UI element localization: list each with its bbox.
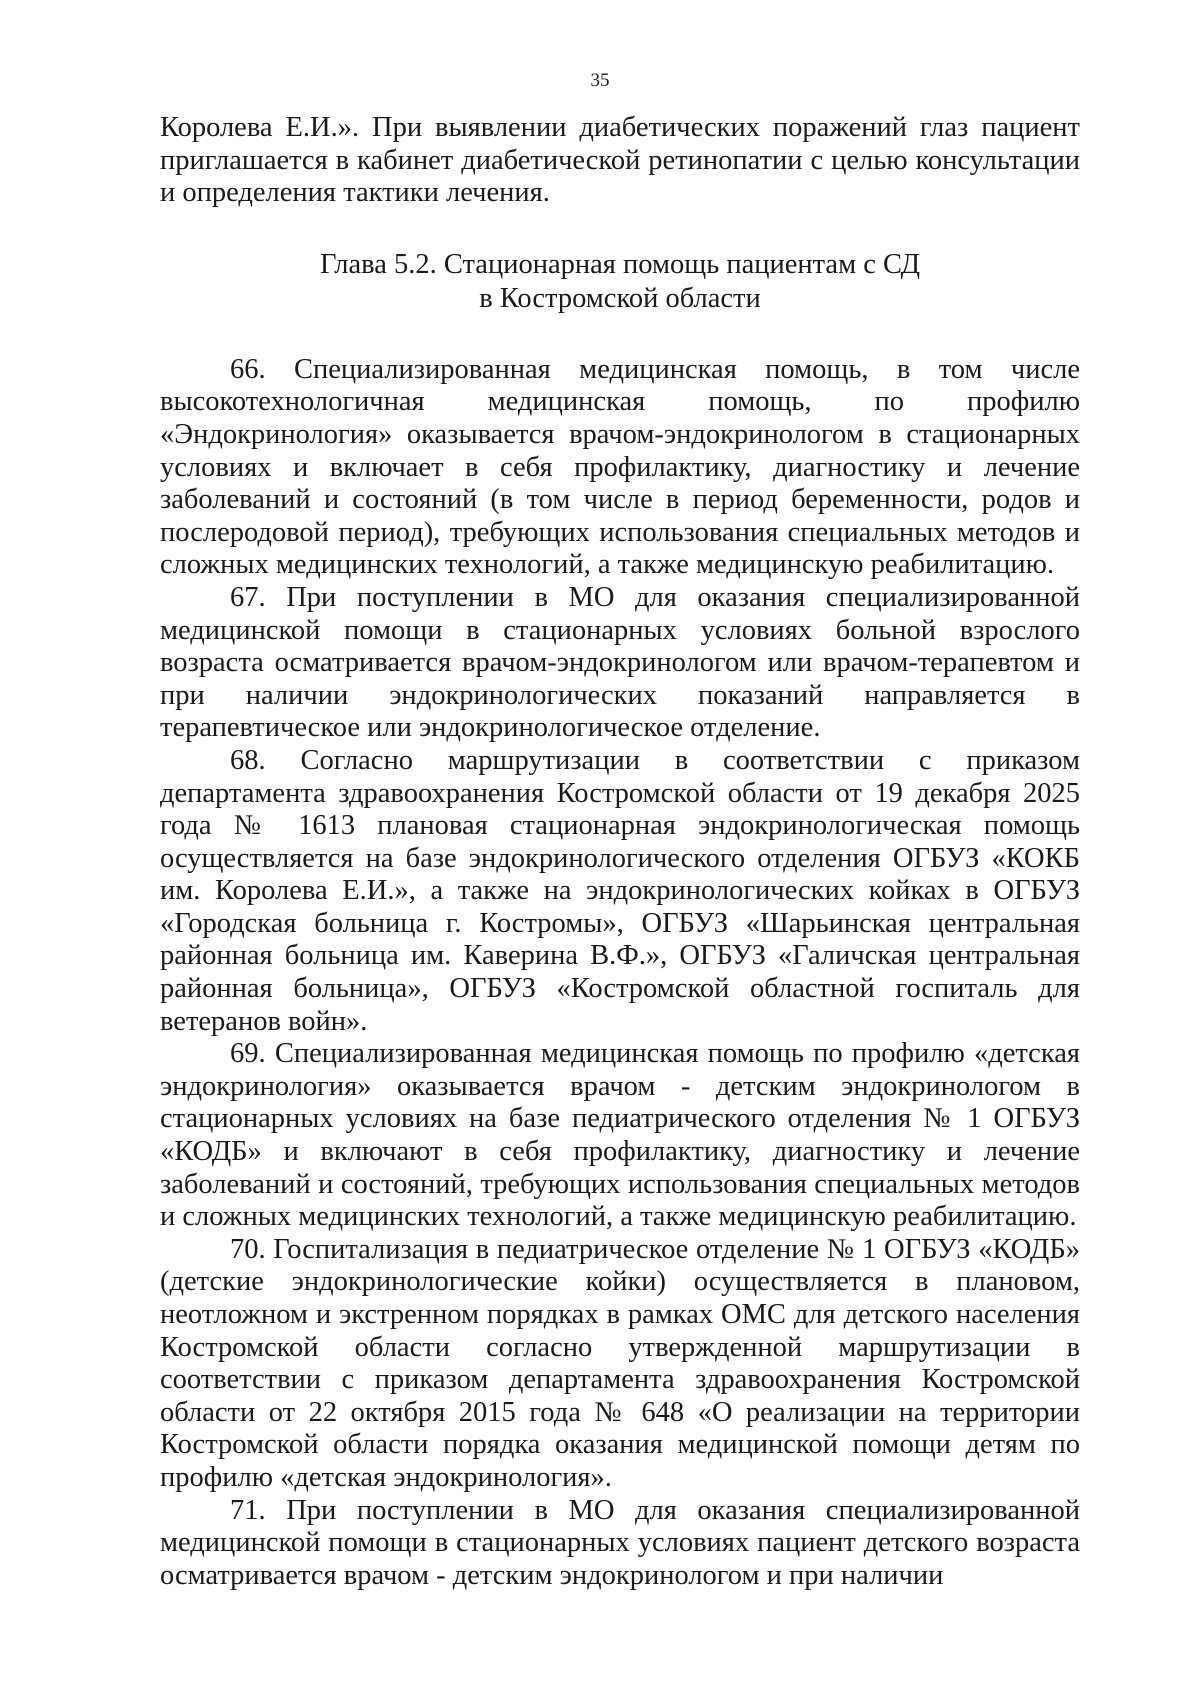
chapter-heading-line-1: Глава 5.2. Стационарная помощь пациентам с СД xyxy=(319,248,921,280)
paragraph-69: 69. Специализированная медицинская помощь по профилю «детская эндокринология» оказывается врачом - детским эндокринологом в стационарных условиях на базе педиатрического отделения № 1 ОГБУЗ «КОДБ» и включают в себя профилактику, диагностику и лечение заболеваний и состояний, требующих использования специальных методов и сложных медицинских технологий, а также медицинскую реабилитацию. xyxy=(160,1038,1080,1233)
intro-paragraph: Королева Е.И.». При выявлении диабетических поражений глаз пациент приглашается в кабинет диабетической ретинопатии с целью консультации и определения тактики лечения. xyxy=(160,112,1080,209)
paragraph-70: 70. Госпитализация в педиатрическое отделение № 1 ОГБУЗ «КОДБ» (детские эндокринологические койки) осуществляется в плановом, неотложном и экстренном порядках в рамках ОМС для детского населения Костромской области согласно утвержденной маршрутизации в соответствии с приказом департамента здравоохранения Костромской области от 22 октября 2015 года № 648 «О реализации на территории Костромской области порядка оказания медицинской помощи детям по профилю «детская эндокринология». xyxy=(160,1233,1080,1493)
page-number: 35 xyxy=(590,70,610,91)
chapter-heading-line-2: в Костромской области xyxy=(479,282,761,314)
chapter-heading xyxy=(160,248,1080,316)
paragraph-67: 67. При поступлении в МО для оказания специализированной медицинской помощи в стационарных условиях больной взрослого возраста осматривается врачом-эндокринологом или врачом-терапевтом и при наличии эндокринологических показаний направляется в терапевтическое или эндокринологическое отделение. xyxy=(160,581,1080,744)
paragraph-71: 71. При поступлении в МО для оказания специализированной медицинской помощи в стационарных условиях пациент детского возраста осматривается врачом - детским эндокринологом и при наличии xyxy=(160,1494,1080,1591)
paragraph-66: 66. Специализированная медицинская помощь, в том числе высокотехнологичная медицинская помощь, по профилю «Эндокринология» оказывается врачом-эндокринологом в стационарных условиях и включает в себя профилактику, диагностику и лечение заболеваний и состояний (в том числе в период беременности, родов и послеродовой период), требующих использования специальных методов и сложных медицинских технологий, а также медицинскую реабилитацию. xyxy=(160,353,1080,581)
document-body xyxy=(160,112,1080,1592)
paragraph-68: 68. Согласно маршрутизации в соответствии с приказом департамента здравоохранения Костромской области от 19 декабря 2025 года № 1613 плановая стационарная эндокринологическая помощь осуществляется на базе эндокринологического отделения ОГБУЗ «КОКБ им. Королева Е.И.», а также на эндокринологических койках в ОГБУЗ «Городская больница г. Костромы», ОГБУЗ «Шарьинская центральная районная больница им. Каверина В.Ф.», ОГБУЗ «Галичская центральная районная больница», ОГБУЗ «Костромской областной госпиталь для ветеранов войн». xyxy=(160,744,1080,1037)
